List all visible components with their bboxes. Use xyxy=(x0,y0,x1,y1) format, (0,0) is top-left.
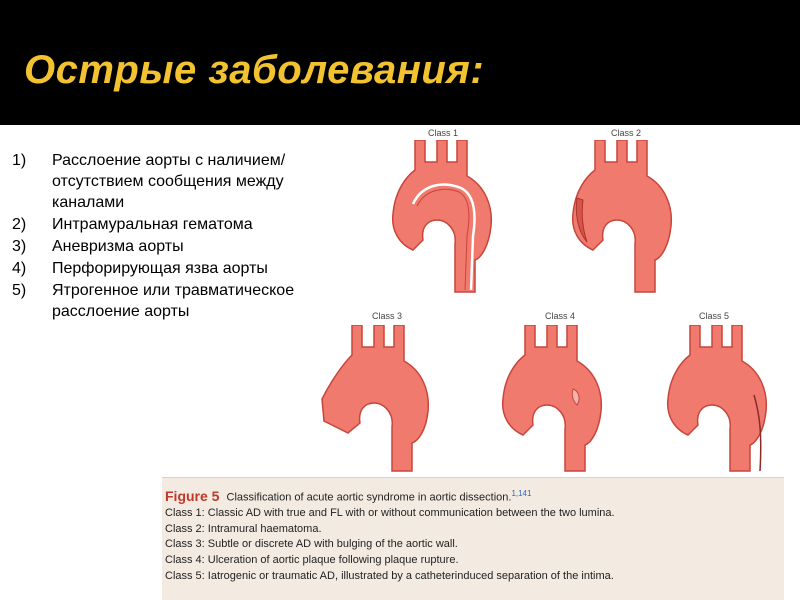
reference-link[interactable]: 1,141 xyxy=(511,489,532,498)
class-3-aorta-illustration xyxy=(318,325,433,475)
list-text: Ятрогенное или травматическое расслоение аорты xyxy=(52,282,295,320)
list-item xyxy=(12,214,312,235)
class-5-aorta-illustration xyxy=(660,325,775,475)
list-text: Интрамуральная гематома xyxy=(52,216,253,233)
title-bar xyxy=(0,0,800,125)
figure-number: Figure 5 xyxy=(165,487,220,504)
list-number: 1) xyxy=(12,152,27,169)
caption-title: Classification of acute aortic syndrome in aortic dissection. xyxy=(226,491,512,504)
list-item xyxy=(12,150,312,213)
disease-list xyxy=(12,150,312,323)
class-5-label: Class 5 xyxy=(699,311,730,321)
list-item xyxy=(12,280,312,322)
caption-line: Class 1: Classic AD with true and FL with or without communication between the two lumina. xyxy=(165,507,615,520)
caption-line: Class 2: Intramural haematoma. xyxy=(165,522,322,535)
list-item xyxy=(12,258,312,279)
class-2-aorta-illustration xyxy=(565,140,675,295)
list-text: Аневризма аорты xyxy=(52,238,184,255)
list-number: 4) xyxy=(12,260,27,277)
list-text: Расслоение аорты с наличием/отсутствием сообщения между каналами xyxy=(52,152,286,211)
caption-line: Class 4: Ulceration of aortic plaque following plaque rupture. xyxy=(165,554,459,567)
class-3-label: Class 3 xyxy=(372,311,403,321)
class-1-label: Class 1 xyxy=(428,128,459,138)
class-4-label: Class 4 xyxy=(545,311,576,321)
caption-line: Class 3: Subtle or discrete AD with bulging of the aortic wall. xyxy=(165,538,458,551)
caption-line: Class 5: Iatrogenic or traumatic AD, illustrated by a catheterinduced separation of the intima. xyxy=(165,569,614,582)
list-number: 3) xyxy=(12,238,27,255)
slide-title: Острые заболевания: xyxy=(24,48,485,92)
figure-caption xyxy=(162,477,784,600)
list-item xyxy=(12,236,312,257)
list-text: Перфорирующая язва аорты xyxy=(52,260,268,277)
class-4-aorta-illustration xyxy=(495,325,610,475)
class-1-aorta-illustration xyxy=(385,140,495,295)
list-number: 5) xyxy=(12,282,27,299)
caption-header xyxy=(165,486,784,506)
list-number: 2) xyxy=(12,216,27,233)
class-2-label: Class 2 xyxy=(611,128,642,138)
